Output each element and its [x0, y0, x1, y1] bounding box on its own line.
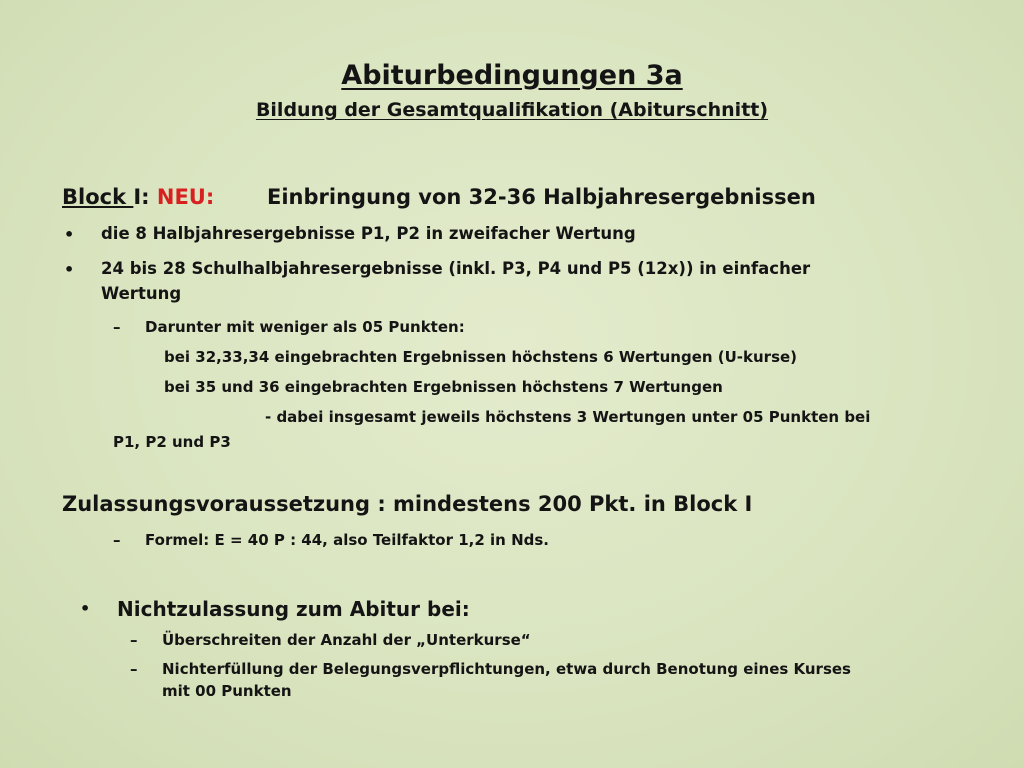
- dash-icon: –: [113, 318, 121, 336]
- block1-sub-line-4: P1, P2 und P3: [113, 433, 231, 451]
- zulassung-heading: Zulassungsvoraussetzung : mindestens 200 Pkt. in Block I: [62, 492, 753, 516]
- block1-heading-text: Einbringung von 32-36 Halbjahresergebnissen: [267, 185, 816, 209]
- zulassung-formula: Formel: E = 40 P : 44, also Teilfaktor 1,2 in Nds.: [145, 531, 549, 549]
- nichtzulassung-heading: Nichtzulassung zum Abitur bei:: [117, 597, 470, 621]
- bullet-icon: •: [80, 599, 91, 618]
- block1-sub-dash: Darunter mit weniger als 05 Punkten:: [145, 318, 465, 336]
- dash-icon: –: [130, 631, 138, 649]
- dash-icon: –: [130, 660, 138, 678]
- block1-neu-label: NEU:: [156, 185, 215, 209]
- block1-label-rest: I:: [133, 185, 157, 209]
- block1-sub-line-1: bei 32,33,34 eingebrachten Ergebnissen höchstens 6 Wertungen (U-kurse): [164, 348, 798, 366]
- slide-title: Abiturbedingungen 3a: [341, 60, 683, 91]
- block1-label-underlined: Block: [62, 185, 134, 209]
- dash-icon: –: [113, 531, 121, 549]
- block1-sub-line-2: bei 35 und 36 eingebrachten Ergebnissen höchstens 7 Wertungen: [164, 378, 723, 396]
- block1-bullet-2: 24 bis 28 Schulhalbjahresergebnisse (inkl. P3, P4 und P5 (12x)) in einfacher: [101, 259, 811, 278]
- nichtzulassung-item-1: Überschreiten der Anzahl der „Unterkurse“: [162, 631, 531, 649]
- bullet-icon: •: [64, 260, 75, 279]
- block1-bullet-1: die 8 Halbjahresergebnisse P1, P2 in zweifacher Wertung: [101, 224, 636, 243]
- block1-sub-line-3: - dabei insgesamt jeweils höchstens 3 Wertungen unter 05 Punkten bei: [265, 408, 871, 426]
- block1-bullet-2-cont: Wertung: [101, 284, 182, 303]
- bullet-icon: •: [64, 225, 75, 244]
- slide-subtitle: Bildung der Gesamtqualifikation (Abiturschnitt): [255, 99, 769, 121]
- nichtzulassung-item-2-cont: mit 00 Punkten: [162, 682, 292, 700]
- nichtzulassung-item-2: Nichterfüllung der Belegungsverpflichtungen, etwa durch Benotung eines Kurses: [162, 660, 851, 678]
- title-block: [0, 56, 1024, 124]
- block1-heading: [62, 185, 816, 209]
